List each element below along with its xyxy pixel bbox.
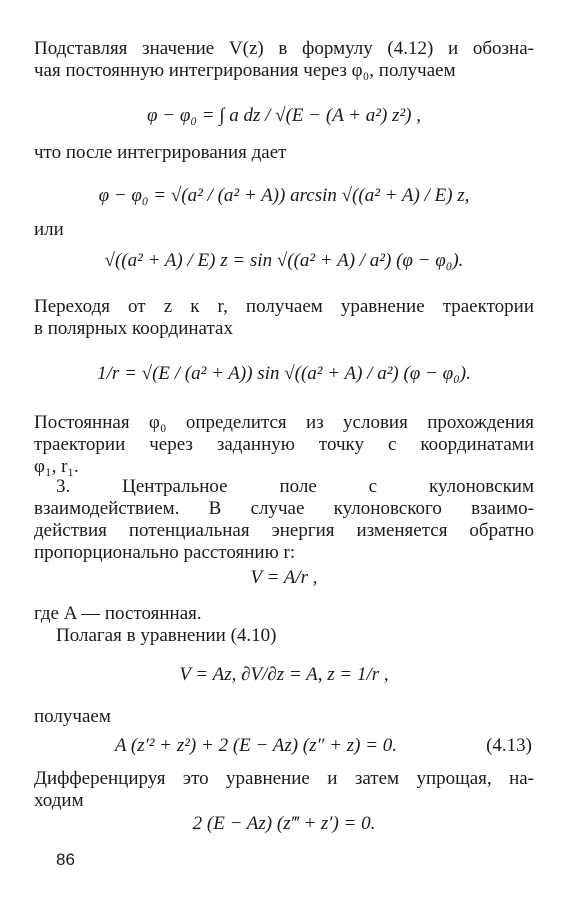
paragraph-line: пропорционально расстоянию r: xyxy=(34,542,296,563)
paragraph-line: ходим xyxy=(34,790,84,811)
formula-trajectory: 1/r = √(E / (a² + A)) sin √((a² + A) / a²) (φ − φ₀). xyxy=(97,363,471,384)
formula-arcsin: φ − φ₀ = √(a² / (a² + A)) arcsin √((a² + A) / E) z, xyxy=(98,185,470,206)
paragraph-line: Подставляя значение V(z) в формулу (4.12) и обозна- xyxy=(34,38,534,59)
paragraph-line: чая постоянную интегрирования через φ₀, получаем xyxy=(34,60,456,81)
formula-sine: √((a² + A) / E) z = sin √((a² + A) / a²) (φ − φ₀). xyxy=(104,250,464,271)
formula-integral: φ − φ₀ = ∫ a dz / √(E − (A + a²) z²) , xyxy=(147,105,421,126)
paragraph-line: Переходя от z к r, получаем уравнение траектории xyxy=(34,296,534,317)
paragraph-line: действия потенциальная энергия изменяется обратно xyxy=(34,520,534,541)
paragraph-line: взаимодействием. В случае кулоновского взаимо- xyxy=(34,498,534,519)
section-heading-line: 3. Центральное поле с кулоновским xyxy=(56,476,534,497)
formula-potential: V = A/r , xyxy=(250,567,318,588)
paragraph-line: получаем xyxy=(34,706,111,727)
paragraph-line: где A — постоянная. xyxy=(34,603,202,624)
paragraph-line: Полагая в уравнении (4.10) xyxy=(56,625,277,646)
paragraph-line: что после интегрирования дает xyxy=(34,142,287,163)
paragraph-line: Постоянная φ₀ определится из условия прохождения xyxy=(34,412,534,433)
paragraph-line: траектории через заданную точку с координатами xyxy=(34,434,534,455)
equation-number: (4.13) xyxy=(486,735,532,756)
paragraph-line: или xyxy=(34,219,64,240)
formula-substitution: V = Az, ∂V/∂z = A, z = 1/r , xyxy=(179,664,389,685)
paragraph-line: в полярных координатах xyxy=(34,318,233,339)
page-number: 86 xyxy=(56,850,75,869)
paragraph-line: φ₁, r₁. xyxy=(34,456,79,477)
formula-4-13: A (z′² + z²) + 2 (E − Az) (z″ + z) = 0. xyxy=(114,735,398,756)
paragraph-line: Дифференцируя это уравнение и затем упрощая, на- xyxy=(34,768,534,789)
formula-derivative: 2 (E − Az) (z‴ + z′) = 0. xyxy=(192,813,376,834)
